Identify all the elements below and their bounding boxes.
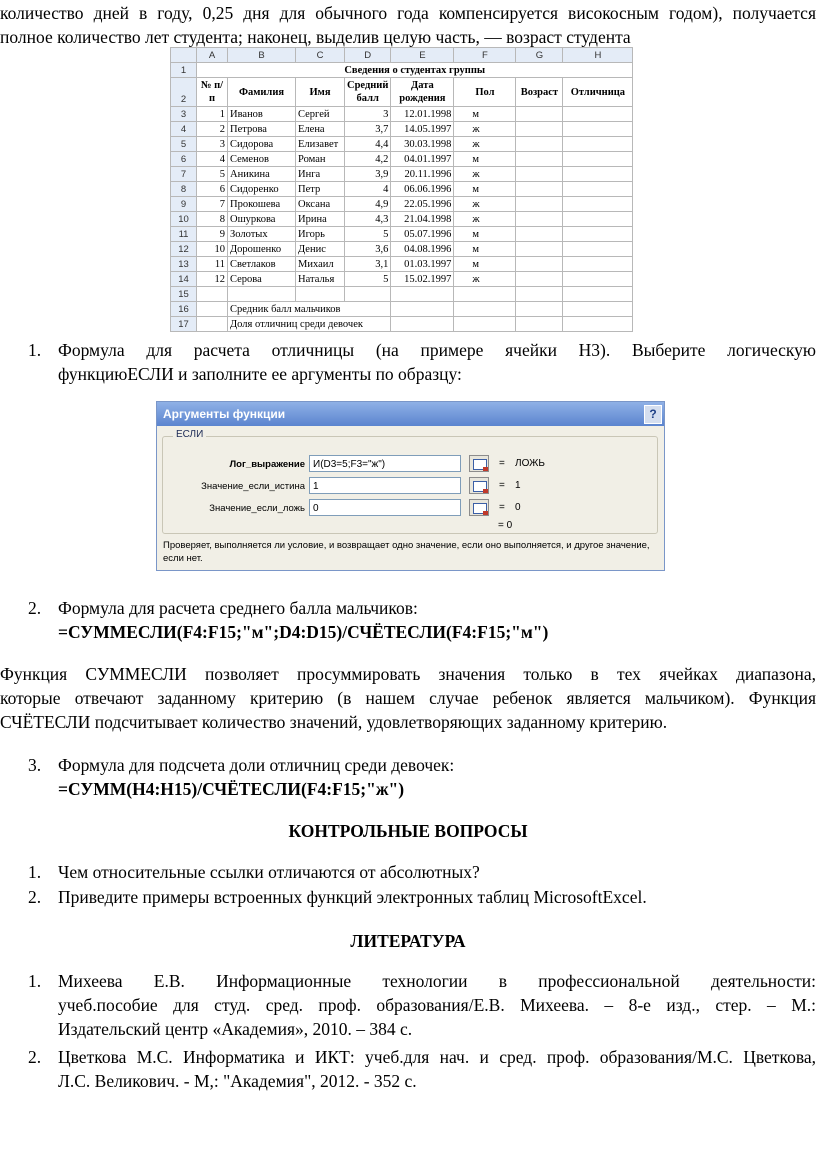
student-birth-date: 14.05.1997 [391,122,454,137]
control-item-text: Чем относительные ссылки отличаются от абсолютных? [58,862,480,882]
range-select-icon [473,503,487,514]
literature-item-1-line-3: Издательский центр «Академия», 2010. – 384 с. [58,1019,413,1039]
arg-label: Лог_выражение [229,459,305,470]
student-sex: м [454,152,516,167]
empty-cell [516,182,563,197]
condition-input[interactable]: И(D3=5;F3="ж") [309,455,461,472]
empty-cell [516,212,563,227]
student-name: Оксана [296,197,345,212]
literature-item-1-line-1: Михеева Е.В. Информационные технологии в профессиональной деятельности: [58,971,816,991]
function-description: Проверяет, выполняется ли условие, и возвращает одно значение, если оно выполняется, и другое значение, если нет. [163,540,650,564]
student-number: 1 [197,107,228,122]
student-sex: ж [454,137,516,152]
column-header-g: G [516,48,563,63]
header-score: Средний балл [345,78,391,107]
row-number: 3 [171,107,197,122]
student-number: 4 [197,152,228,167]
student-birth-date: 22.05.1996 [391,197,454,212]
empty-cell [563,242,633,257]
table-row [171,272,633,287]
header-surname: Фамилия [228,78,296,107]
range-select-icon [473,459,487,470]
step1-line-1: Формула для расчета отличницы (на примере ячейки Н3). Выберите логическую [58,340,816,360]
empty-cell [563,212,633,227]
student-score: 4,2 [345,152,391,167]
range-select-icon [473,481,487,492]
control-heading: КОНТРОЛЬНЫЕ ВОПРОСЫ [288,821,528,841]
student-name: Михаил [296,257,345,272]
header-sex: Пол [454,78,516,107]
equals-sign: = [499,502,505,513]
student-surname: Сидорова [228,137,296,152]
student-score: 4 [345,182,391,197]
table-row [171,197,633,212]
student-name: Сергей [296,107,345,122]
arg-result: ЛОЖЬ [515,458,545,469]
student-number: 5 [197,167,228,182]
student-name: Елизавет [296,137,345,152]
corner-cell [171,48,197,63]
row-number: 1 [171,63,197,78]
collapse-dialog-button[interactable] [469,455,489,472]
student-birth-date: 05.07.1996 [391,227,454,242]
table-row [171,137,633,152]
row-number: 12 [171,242,197,257]
function-arguments-dialog [156,401,665,571]
if-arguments-group [162,429,658,534]
student-sex: м [454,107,516,122]
table-row [171,107,633,122]
empty-cell [516,152,563,167]
empty-cell [563,182,633,197]
step2-text: Формула для расчета среднего балла мальчиков: [58,598,418,618]
step2-formula: =СУММЕСЛИ(F4:F15;"м";D4:D15)/СЧЁТЕСЛИ(F4:F15;"м") [58,622,549,642]
row-number: 16 [171,302,197,317]
student-score: 3,6 [345,242,391,257]
column-header-row [171,48,633,63]
literature-item-number: 1. [28,971,42,991]
empty-cell [563,152,633,167]
step3-formula: =СУММ(H4:H15)/СЧЁТЕСЛИ(F4:F15;"ж") [58,779,405,799]
student-sex: м [454,182,516,197]
student-surname: Светлаков [228,257,296,272]
table-row [171,257,633,272]
collapse-dialog-button[interactable] [469,499,489,516]
student-name: Инга [296,167,345,182]
student-name: Денис [296,242,345,257]
step1-line-2: функциюЕСЛИ и заполните ее аргументы по образцу: [58,364,462,384]
student-sex: м [454,257,516,272]
table-row [171,317,633,332]
group-label: ЕСЛИ [173,429,206,440]
student-surname: Серова [228,272,296,287]
student-birth-date: 15.02.1997 [391,272,454,287]
student-name: Петр [296,182,345,197]
student-name: Роман [296,152,345,167]
row-number: 10 [171,212,197,227]
student-birth-date: 21.04.1998 [391,212,454,227]
student-surname: Семенов [228,152,296,167]
column-header-d: D [345,48,391,63]
student-surname: Сидоренко [228,182,296,197]
column-header-c: C [296,48,345,63]
row-number: 15 [171,287,197,302]
collapse-dialog-button[interactable] [469,477,489,494]
explain-line-3: СЧЁТЕСЛИ подсчитывает количество значений, удовлетворяющих заданному критерию. [0,712,668,732]
student-surname: Иванов [228,107,296,122]
arg-row-if-true [163,477,657,497]
formula-result: = 0 [498,520,513,531]
control-item-number: 2. [28,887,42,907]
row-number: 4 [171,122,197,137]
literature-heading: ЛИТЕРАТУРА [350,931,466,951]
student-number: 12 [197,272,228,287]
student-name: Игорь [296,227,345,242]
row-number: 9 [171,197,197,212]
student-surname: Аникина [228,167,296,182]
student-score: 5 [345,272,391,287]
column-header-e: E [391,48,454,63]
summary-boys-label: Средник балл мальчиков [228,302,391,317]
empty-cell [516,137,563,152]
row-number: 14 [171,272,197,287]
step3-number: 3. [28,755,42,775]
literature-item-2-line-2: Л.С. Великович. - М,: "Академия", 2012. - 352 с. [58,1071,417,1091]
student-score: 4,3 [345,212,391,227]
row-number: 17 [171,317,197,332]
step3-text: Формула для подсчета доли отличниц среди девочек: [58,755,455,775]
student-score: 3 [345,107,391,122]
student-number: 11 [197,257,228,272]
table-row [171,212,633,227]
header-age: Возраст [516,78,563,107]
student-score: 4,9 [345,197,391,212]
empty-cell [563,107,633,122]
column-header-f: F [454,48,516,63]
student-score: 3,9 [345,167,391,182]
student-score: 5 [345,227,391,242]
row-number: 2 [171,78,197,107]
student-sex: ж [454,212,516,227]
empty-cell [516,227,563,242]
header-number: № п/п [197,78,228,107]
student-birth-date: 04.08.1996 [391,242,454,257]
row-number: 5 [171,137,197,152]
arg-result: 0 [515,502,521,513]
table-title: Сведения о студентах группы [197,63,633,78]
header-excellent: Отличница [563,78,633,107]
table-row [171,242,633,257]
student-number: 2 [197,122,228,137]
student-score: 3,1 [345,257,391,272]
student-number: 7 [197,197,228,212]
student-sex: м [454,227,516,242]
arg-label: Значение_если_ложь [209,503,305,514]
student-birth-date: 06.06.1996 [391,182,454,197]
table-header-row [171,78,633,107]
student-sex: ж [454,167,516,182]
student-number: 10 [197,242,228,257]
student-number: 6 [197,182,228,197]
arg-row-if-false [163,499,657,519]
empty-cell [563,122,633,137]
student-surname: Прокошева [228,197,296,212]
row-number: 6 [171,152,197,167]
student-spreadsheet [170,47,642,333]
student-sex: ж [454,272,516,287]
row-number: 8 [171,182,197,197]
arg-label: Значение_если_истина [201,481,305,492]
table-row [171,63,633,78]
row-number: 7 [171,167,197,182]
student-surname: Ошуркова [228,212,296,227]
table-row [171,167,633,182]
table-row [171,152,633,167]
student-sex: м [454,242,516,257]
student-surname: Дорошенко [228,242,296,257]
student-birth-date: 01.03.1997 [391,257,454,272]
student-name: Елена [296,122,345,137]
empty-cell [563,197,633,212]
student-number: 8 [197,212,228,227]
explain-line-2: которые отвечают заданному критерию (в нашем случае ребенок является мальчиком). Функция [0,688,816,708]
column-header-a: A [197,48,228,63]
literature-item-2-line-1: Цветкова М.С. Информатика и ИКТ: учеб.для нач. и сред. проф. образования/М.С. Цветкова, [58,1047,816,1067]
arg-result: 1 [515,480,521,491]
student-number: 3 [197,137,228,152]
student-sex: ж [454,197,516,212]
column-header-b: B [228,48,296,63]
student-score: 4,4 [345,137,391,152]
student-birth-date: 20.11.1996 [391,167,454,182]
dialog-title-bar [157,402,664,426]
dialog-title: Аргументы функции [163,407,286,421]
empty-cell [516,242,563,257]
empty-cell [563,272,633,287]
student-number: 9 [197,227,228,242]
column-header-h: H [563,48,633,63]
empty-cell [516,122,563,137]
student-surname: Петрова [228,122,296,137]
student-sex: ж [454,122,516,137]
table-row [171,287,633,302]
header-birth: Дата рождения [391,78,454,107]
empty-cell [563,137,633,152]
step1-number: 1. [28,340,42,360]
empty-cell [516,107,563,122]
step2-number: 2. [28,598,42,618]
empty-cell [516,197,563,212]
arg-row-condition [163,455,657,475]
control-item-text: Приведите примеры встроенных функций электронных таблиц MicrosoftExcel. [58,887,647,907]
table-row [171,182,633,197]
equals-sign: = [499,458,505,469]
student-surname: Золотых [228,227,296,242]
literature-item-1-line-2: учеб.пособие для студ. сред. проф. образования/Е.В. Михеева. – 8-е изд., стер. – М.: [58,995,816,1015]
student-name: Наталья [296,272,345,287]
empty-cell [563,227,633,242]
student-birth-date: 30.03.1998 [391,137,454,152]
row-number: 11 [171,227,197,242]
intro-line-1: количество дней в году, 0,25 дня для обычного года компенсируется високосным годом), получается [0,3,816,23]
student-birth-date: 04.01.1997 [391,152,454,167]
explain-line-1: Функция СУММЕСЛИ позволяет просуммировать значения только в тех ячейках диапазона, [0,664,816,684]
help-icon[interactable]: ? [644,405,662,424]
empty-cell [563,167,633,182]
table-row [171,122,633,137]
intro-line-2: полное количество лет студента; наконец, выделив целую часть, — возраст студента [0,27,631,47]
empty-cell [563,257,633,272]
equals-sign: = [499,480,505,491]
empty-cell [516,167,563,182]
student-score: 3,7 [345,122,391,137]
control-item-number: 1. [28,862,42,882]
value-if-false-input[interactable]: 0 [309,499,461,516]
value-if-true-input[interactable]: 1 [309,477,461,494]
summary-girls-label: Доля отличниц среди девочек [228,317,391,332]
row-number: 13 [171,257,197,272]
student-name: Ирина [296,212,345,227]
empty-cell [516,272,563,287]
empty-cell [516,257,563,272]
literature-item-number: 2. [28,1047,42,1067]
header-name: Имя [296,78,345,107]
student-birth-date: 12.01.1998 [391,107,454,122]
table-row [171,227,633,242]
table-row [171,302,633,317]
